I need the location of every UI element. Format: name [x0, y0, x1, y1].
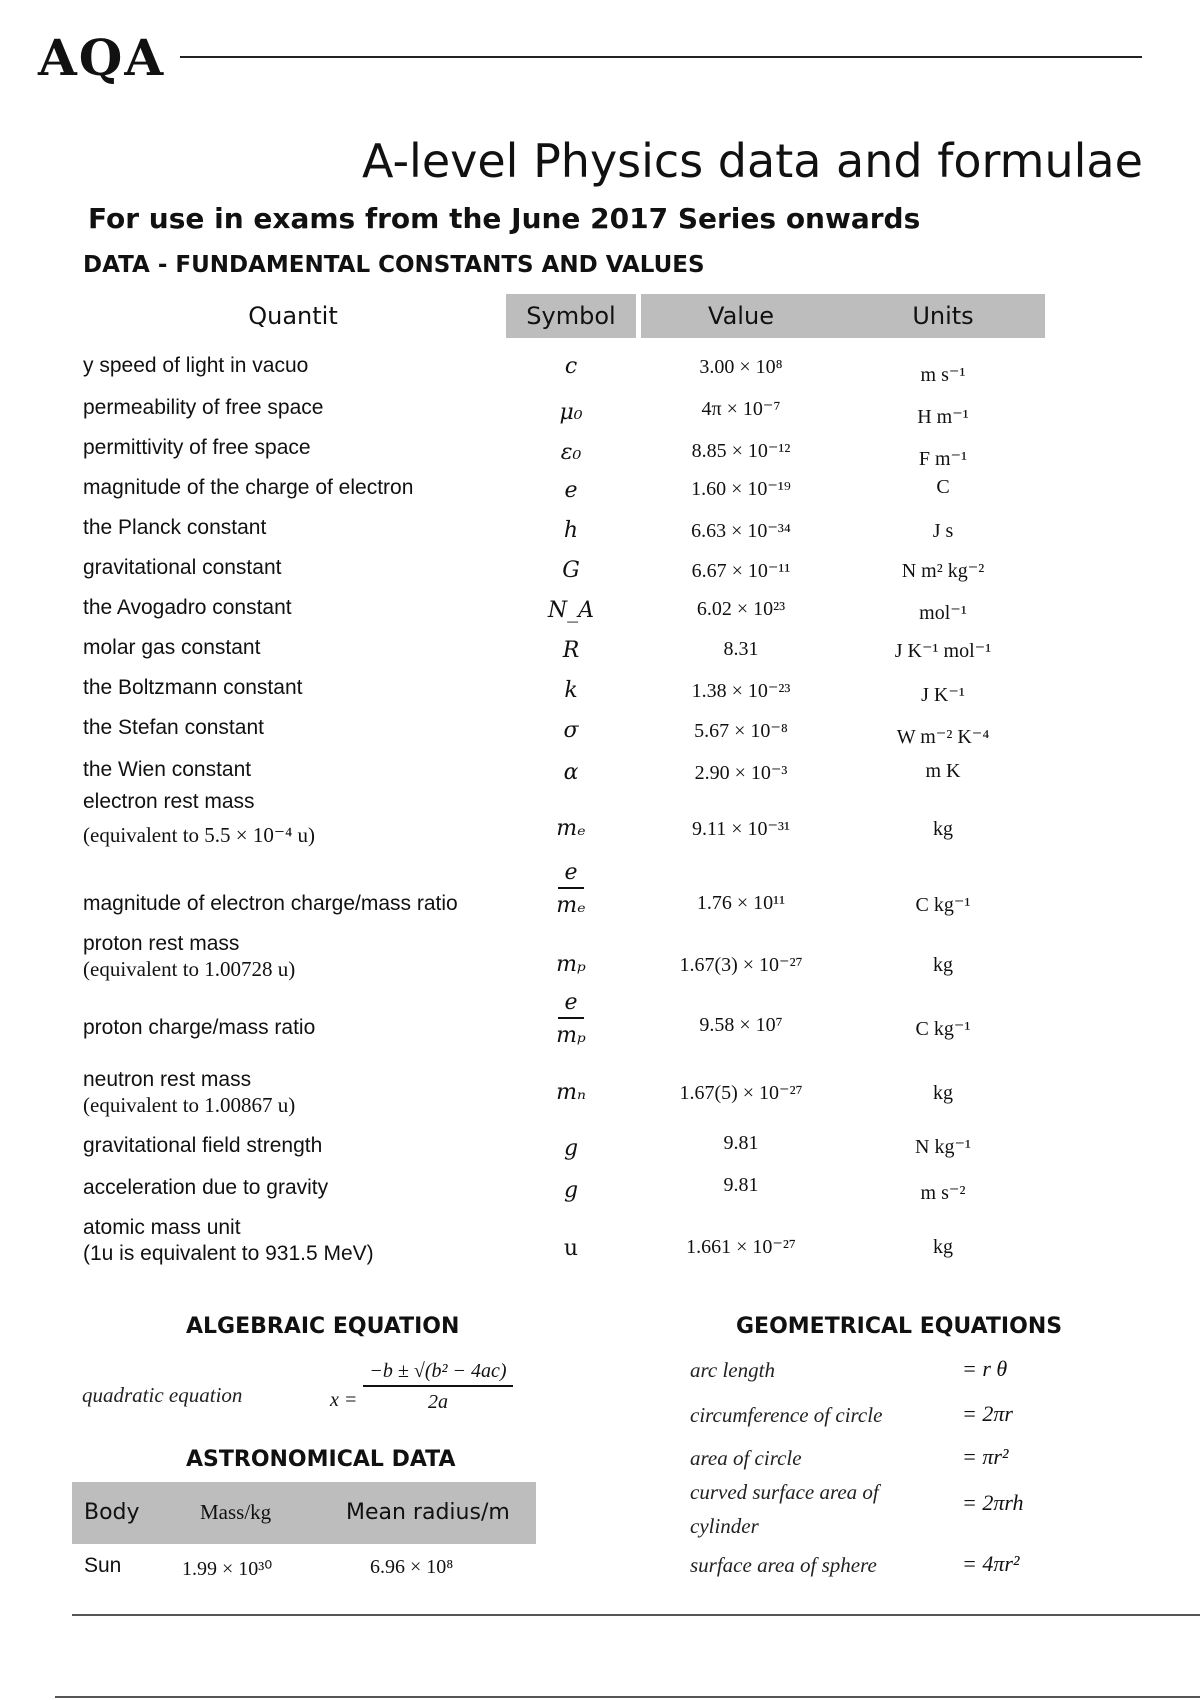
- aqa-logo: AQA: [38, 28, 166, 87]
- units: F m⁻¹: [918, 448, 968, 470]
- page-subtitle: For use in exams from the June 2017 Series onwards: [88, 202, 921, 235]
- geo-equation: = 2πr: [962, 1401, 1013, 1426]
- quantity-note: (1u is equivalent to 931.5 MeV): [83, 1242, 374, 1265]
- quadratic-formula: [330, 1360, 513, 1414]
- formula-denominator: 2a: [427, 1391, 448, 1413]
- value: 9.58 × 10⁷: [699, 1014, 783, 1036]
- value: 1.60 × 10⁻¹⁹: [691, 478, 791, 500]
- quantity-label: permeability of free space: [83, 396, 324, 419]
- geo-label: curved surface area of: [690, 1480, 879, 1504]
- header-radius: Mean radius/m: [346, 1500, 510, 1525]
- footer-rule: [55, 1696, 1200, 1698]
- symbol: mₑ: [556, 816, 586, 841]
- geo-label: circumference of circle: [690, 1403, 883, 1427]
- quantity-note: (equivalent to 1.00728 u): [83, 957, 296, 981]
- header-symbol: Symbol: [506, 294, 636, 338]
- value: 9.81: [723, 1174, 759, 1196]
- units: N m² kg⁻²: [901, 560, 985, 582]
- symbol: α: [563, 760, 579, 785]
- symbol: G: [562, 558, 580, 583]
- units: N kg⁻¹: [915, 1136, 971, 1158]
- units: J K⁻¹: [921, 684, 965, 706]
- algebraic-heading: ALGEBRAIC EQUATION: [186, 1314, 460, 1339]
- quantity-label: the Stefan constant: [83, 716, 264, 739]
- fraction-denominator: mₚ: [556, 1023, 586, 1048]
- units: kg: [933, 1236, 953, 1258]
- units: kg: [933, 1082, 953, 1104]
- fraction-numerator: e: [558, 990, 583, 1019]
- value: 8.31: [723, 638, 759, 660]
- header-units: Units: [912, 302, 974, 330]
- page-title: A-level Physics data and formulae: [362, 134, 1143, 188]
- units: H m⁻¹: [917, 406, 969, 428]
- quantity-label: the Planck constant: [83, 516, 267, 539]
- quantity-label: y speed of light in vacuo: [83, 354, 309, 377]
- formula-numerator: −b ± √(b² − 4ac): [363, 1360, 512, 1387]
- symbol: mₙ: [556, 1080, 586, 1105]
- quantity-label: neutron rest mass: [83, 1068, 252, 1091]
- geo-label: surface area of sphere: [690, 1553, 877, 1577]
- value: 4π × 10⁻⁷: [701, 398, 781, 420]
- astro-radius: 6.96 × 10⁸: [370, 1556, 454, 1578]
- value: 1.661 × 10⁻²⁷: [686, 1236, 796, 1258]
- quantity-label: molar gas constant: [83, 636, 261, 659]
- value: 3.00 × 10⁸: [699, 356, 783, 378]
- value: 2.90 × 10⁻³: [694, 762, 788, 784]
- quadratic-label: quadratic equation: [82, 1383, 243, 1407]
- quantity-label: gravitational field strength: [83, 1134, 323, 1157]
- symbol: h: [563, 518, 579, 543]
- symbol: ε₀: [560, 440, 582, 465]
- quantity-label: permittivity of free space: [83, 436, 311, 459]
- quantity-label: magnitude of the charge of electron: [83, 476, 414, 499]
- header-mass: Mass/kg: [200, 1500, 272, 1524]
- footer-rule: [72, 1614, 1200, 1616]
- quantity-label: acceleration due to gravity: [83, 1176, 329, 1199]
- units: J K⁻¹ mol⁻¹: [894, 640, 992, 662]
- geo-label-cont: cylinder: [690, 1514, 759, 1538]
- units: C: [936, 476, 950, 498]
- symbol: k: [564, 678, 578, 703]
- quantity-label: gravitational constant: [83, 556, 282, 579]
- formula-lhs: x =: [330, 1388, 358, 1411]
- astronomical-table-header: [72, 1482, 536, 1544]
- symbol: c: [564, 354, 578, 379]
- value: 9.81: [723, 1132, 759, 1154]
- header-value: Value: [708, 302, 774, 330]
- quantity-label: proton charge/mass ratio: [83, 1016, 316, 1039]
- value: 6.02 × 10²³: [696, 598, 786, 620]
- astronomical-heading: ASTRONOMICAL DATA: [186, 1447, 456, 1472]
- geo-equation: = πr²: [962, 1444, 1009, 1469]
- value: 9.11 × 10⁻³¹: [691, 818, 791, 840]
- header-quantity: Quantit: [248, 302, 338, 330]
- geo-equation: = 4πr²: [962, 1551, 1020, 1576]
- value: 1.67(3) × 10⁻²⁷: [679, 954, 803, 976]
- units: kg: [933, 954, 953, 976]
- symbol: R: [562, 638, 580, 663]
- symbol: g: [563, 1178, 579, 1203]
- header-rule: [180, 56, 1142, 58]
- symbol: e: [564, 478, 578, 503]
- value: 1.38 × 10⁻²³: [691, 680, 791, 702]
- quantity-label: the Wien constant: [83, 758, 252, 781]
- symbol: mₚ: [556, 952, 586, 977]
- symbol: u: [563, 1236, 579, 1261]
- units: C kg⁻¹: [915, 1018, 971, 1040]
- symbol-fraction: [506, 860, 636, 918]
- value: 1.76 × 10¹¹: [696, 892, 786, 914]
- fraction-numerator: e: [558, 860, 583, 889]
- geo-label: arc length: [690, 1358, 775, 1382]
- quantity-label: magnitude of electron charge/mass ratio: [83, 892, 458, 915]
- value: 1.67(5) × 10⁻²⁷: [679, 1082, 803, 1104]
- section-heading: DATA - FUNDAMENTAL CONSTANTS AND VALUES: [83, 252, 705, 278]
- units: m s⁻¹: [920, 364, 966, 386]
- quantity-label: the Boltzmann constant: [83, 676, 303, 699]
- symbol: σ: [563, 718, 579, 743]
- units: kg: [933, 818, 953, 840]
- header-value-units: [641, 294, 1045, 338]
- units: C kg⁻¹: [915, 894, 971, 916]
- quantity-label: electron rest mass: [83, 790, 255, 813]
- geo-equation: = 2πrh: [962, 1490, 1024, 1515]
- units: m s⁻²: [920, 1182, 966, 1204]
- astro-mass: 1.99 × 10³⁰: [182, 1558, 273, 1580]
- symbol: g: [563, 1136, 579, 1161]
- symbol: μ₀: [559, 400, 583, 425]
- geometrical-heading: GEOMETRICAL EQUATIONS: [736, 1314, 1063, 1339]
- units: mol⁻¹: [919, 602, 967, 624]
- value: 8.85 × 10⁻¹²: [691, 440, 791, 462]
- astro-body: Sun: [84, 1554, 122, 1577]
- quantity-label: proton rest mass: [83, 932, 240, 955]
- value: 5.67 × 10⁻⁸: [694, 720, 788, 742]
- quantity-label: the Avogadro constant: [83, 596, 292, 619]
- geo-label: area of circle: [690, 1446, 802, 1470]
- units: W m⁻² K⁻⁴: [896, 726, 990, 748]
- symbol-fraction: [506, 990, 636, 1048]
- value: 6.63 × 10⁻³⁴: [691, 520, 791, 542]
- fraction-denominator: mₑ: [556, 893, 586, 918]
- units: J s: [932, 520, 954, 542]
- value: 6.67 × 10⁻¹¹: [691, 560, 791, 582]
- quantity-label: atomic mass unit: [83, 1216, 241, 1239]
- units: m K: [925, 760, 961, 782]
- symbol: N_A: [547, 598, 595, 623]
- quantity-note: (equivalent to 5.5 × 10⁻⁴ u): [83, 823, 316, 847]
- quantity-note: (equivalent to 1.00867 u): [83, 1093, 296, 1117]
- header-body: Body: [84, 1500, 140, 1525]
- geo-equation: = r θ: [962, 1356, 1008, 1381]
